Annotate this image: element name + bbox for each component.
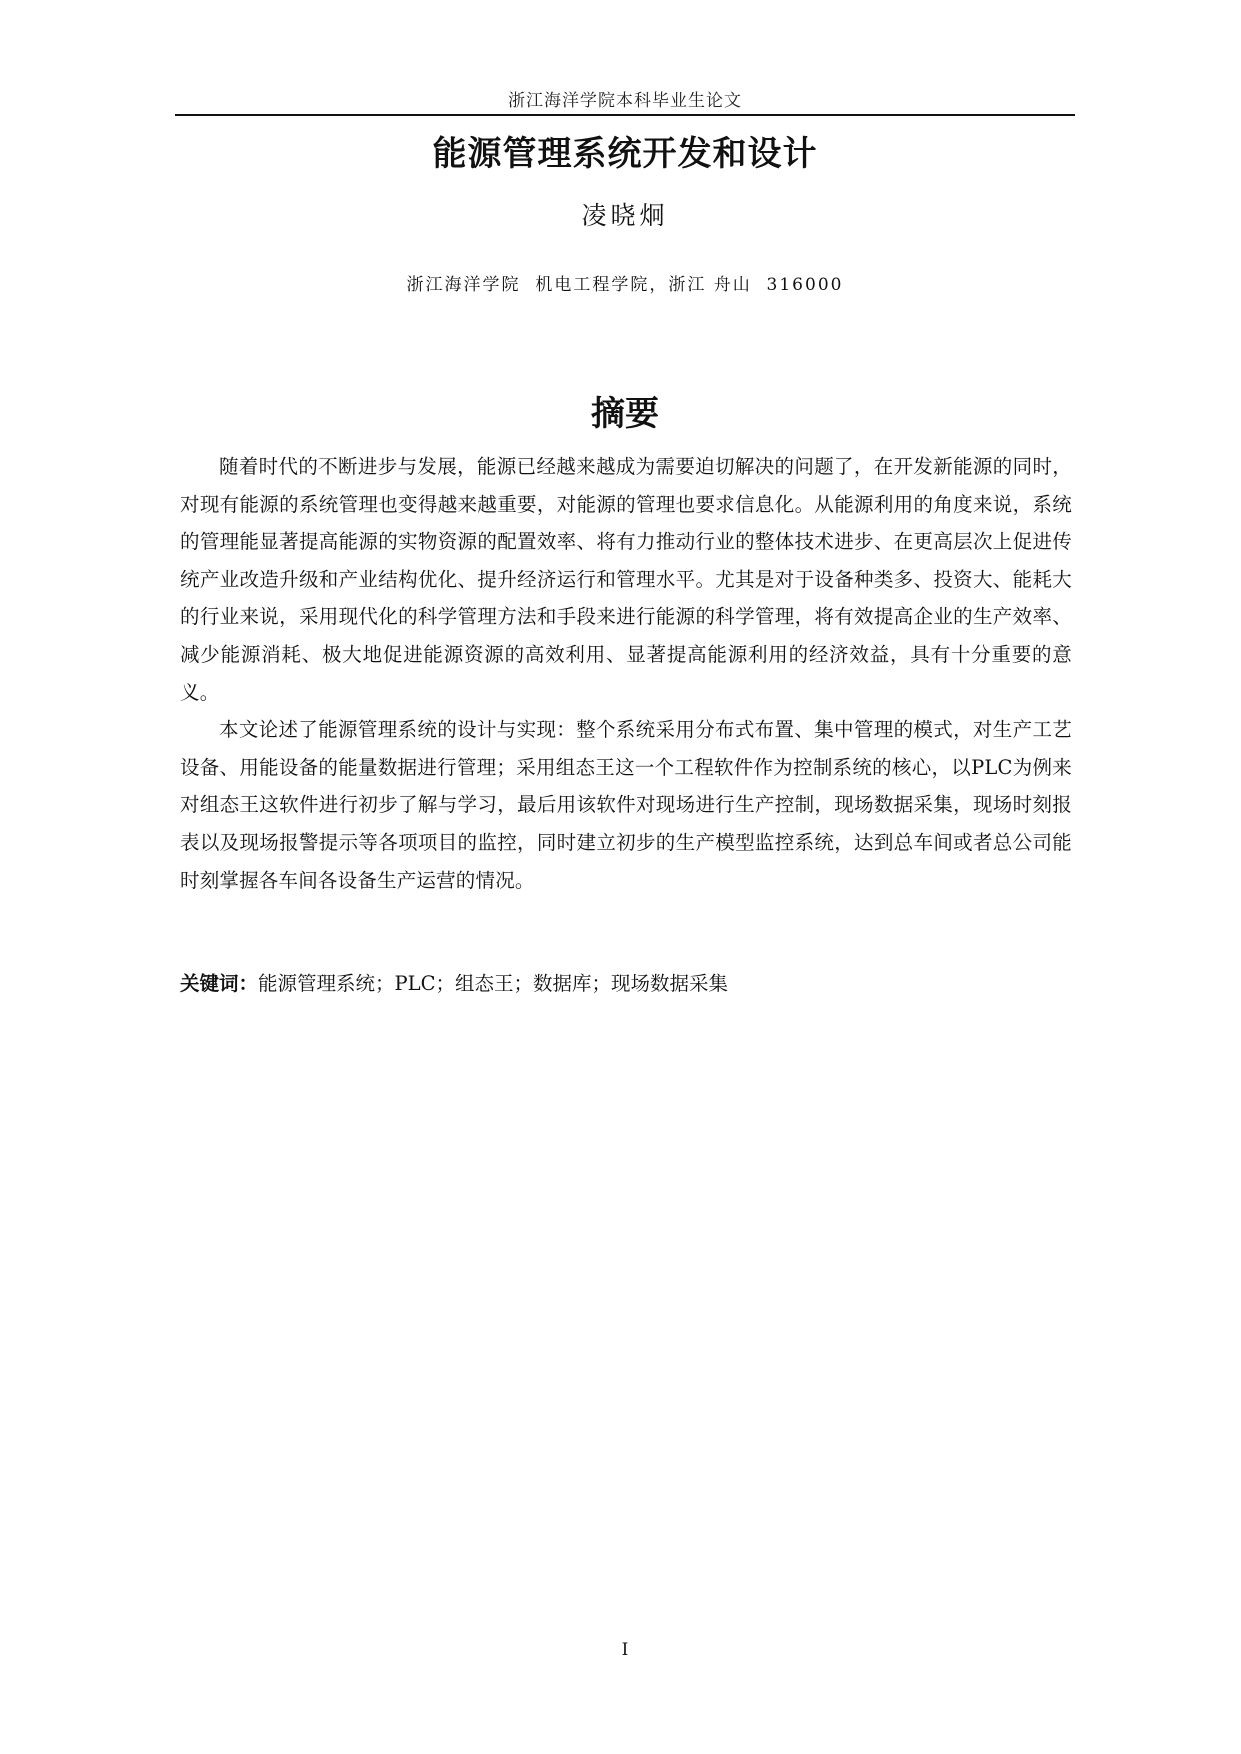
paper-title: 能源管理系统开发和设计 — [432, 134, 818, 174]
abstract-paragraph: 随着时代的不断进步与发展，能源已经越来越成为需要迫切解决的问题了，在开发新能源的同时，对现有能源的系统管理也变得越来越重要，对能源的管理也要求信息化。从能源利用的角度来说，系统的管理能显著提高能源的实物资源的配置效率、将有力推动行业的整体技术进步、在更高层次上促进传统产业改造升级和产业结构优化、提升经济运行和管理水平。尤其是对于设备种类多、投资大、能耗大的行业来说，采用现代化的科学管理方法和手段来进行能源的科学管理，将有效提高企业的生产效率、减少能源消耗、极大地促进能源资源的高效利用、显著提高能源利用的经济效益，具有十分重要的意义。 — [180, 455, 1072, 704]
abstract-paragraph: 本文论述了能源管理系统的设计与实现：整个系统采用分布式布置、集中管理的模式，对生产工艺设备、用能设备的能量数据进行管理；采用组态王这一个工程软件作为控制系统的核心，以PLC为例来对组态王这软件进行初步了解与学习，最后用该软件对现场进行生产控制，现场数据采集，现场时刻报表以及现场报警提示等各项项目的监控，同时建立初步的生产模型监控系统，达到总车间或者总公司能时刻掌握各车间各设备生产运营的情况。 — [180, 718, 1072, 892]
author-name: 凌晓炯 — [581, 201, 669, 230]
page-number: I — [621, 1640, 629, 1660]
abstract-body — [180, 448, 1072, 899]
running-header: 浙江海洋学院本科毕业生论文 — [508, 91, 742, 111]
keywords-text: 能源管理系统；PLC；组态王；数据库；现场数据采集 — [258, 972, 729, 995]
keywords-line — [180, 968, 1072, 1000]
author-affiliation: 浙江海洋学院 机电工程学院，浙江 舟山 316000 — [406, 275, 844, 295]
abstract-heading: 摘要 — [591, 394, 659, 434]
header-rule — [175, 114, 1075, 116]
keywords-label: 关键词： — [180, 972, 259, 995]
